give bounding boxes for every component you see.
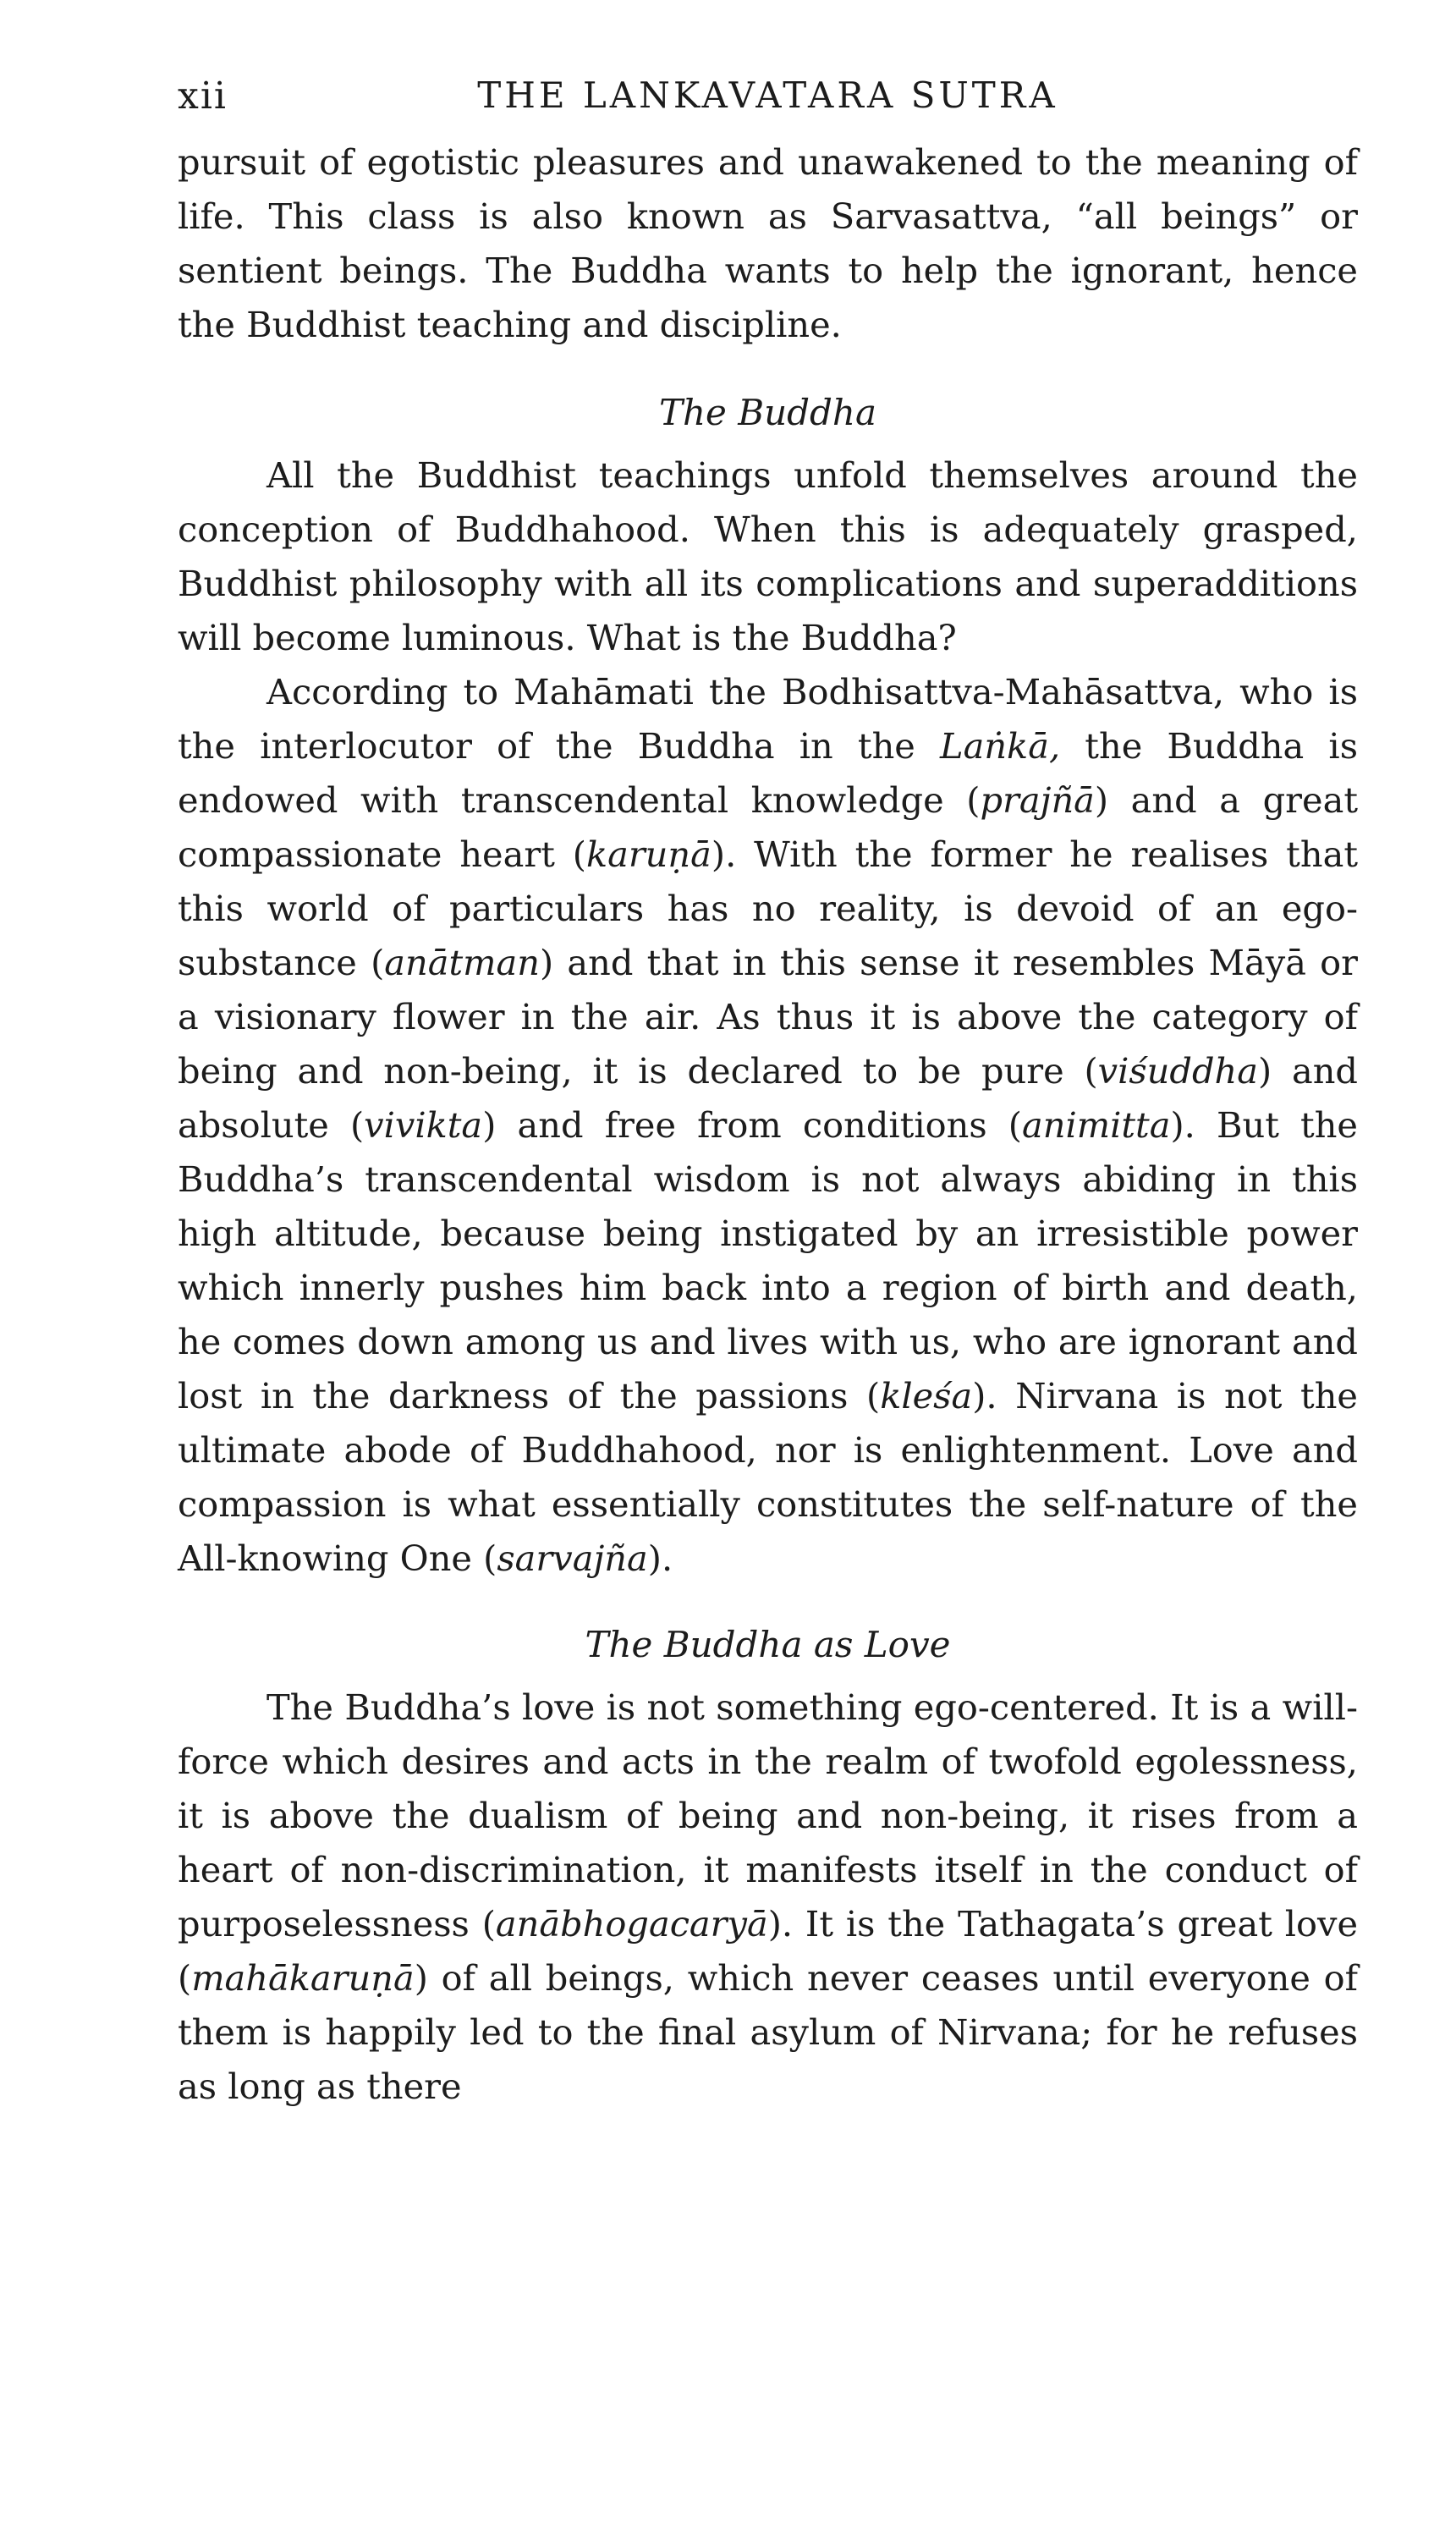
- book-page: [178, 68, 1358, 2114]
- sanskrit-term-anabhogacarya: anābhogacaryā: [495, 1903, 768, 1945]
- sanskrit-term-sarvajna: sarvajña: [497, 1538, 648, 1579]
- text-run: ). It is the Tathagata’s great love (: [178, 1903, 1358, 1999]
- sanskrit-term-visuddha: viśuddha: [1097, 1050, 1258, 1092]
- paragraph-mahamati: [178, 665, 1358, 1586]
- body-text: [178, 135, 1358, 2114]
- text-run: ).: [647, 1538, 673, 1579]
- sanskrit-term-mahakaruna: mahākaruṇā: [191, 1957, 415, 1999]
- section-heading-the-buddha: The Buddha: [658, 392, 877, 433]
- paragraph-buddhahood: All the Buddhist teachings unfold themselves around the conception of Buddhahood. When this is adequately grasped, Buddhist philosophy with all its complications and superadditions will become luminous. What is the Buddha?: [178, 454, 1358, 658]
- paragraph-buddha-love: [178, 1681, 1358, 2114]
- sanskrit-term-prajna: prajñā: [980, 779, 1095, 821]
- text-run: ) and that in this sense it resembles Māyā or a visionary flower in the air. As thus it is above the category of being and non-being, it is declared to be pure (: [178, 942, 1359, 1092]
- text-run: The Buddha’s love is not something ego-centered. It is a will-force which desires and acts in the realm of twofold egolessness, it is above the dualism of being and non-being, it rises from a heart of non-discrimination, it manifests itself in the conduct of purposelessness (: [178, 1686, 1358, 1945]
- text-run: the Buddha is endowed with transcendental knowledge (: [178, 725, 1358, 821]
- page-number: xii: [178, 74, 228, 118]
- sanskrit-term-vivikta: vivikta: [364, 1104, 483, 1146]
- text-run: ) of all beings, which never ceases until everyone of them is happily led to the final asylum of Nirvana; for he refuses as long as there: [178, 1957, 1358, 2107]
- text-run: ) and a great compassionate heart (: [178, 779, 1358, 875]
- running-title: THE LANKAVATARA SUTRA: [477, 74, 1058, 116]
- opening-paragraph: pursuit of egotistic pleasures and unawakened to the meaning of life. This class is also known as Sarvasattva, “all beings” or sentient beings. The Buddha wants to help the ignorant, hence the Buddhist teaching and discipline.: [178, 141, 1358, 345]
- sanskrit-term-lanka: Laṅkā,: [940, 725, 1061, 767]
- text-run: ). Nirvana is not the ultimate abode of Buddhahood, nor is enlightenment. Love and compassion is what essentially constitutes the self-nature of the All-knowing One (: [178, 1375, 1358, 1579]
- text-run: ). With the former he realises that this world of particulars has no reality, is devoid of an ego-substance (: [178, 833, 1358, 983]
- running-header: [178, 68, 1358, 135]
- text-run: ) and free from conditions (: [482, 1104, 1022, 1146]
- section-heading-buddha-as-love: The Buddha as Love: [585, 1624, 951, 1665]
- sanskrit-term-karuna: karuṇā: [585, 833, 712, 875]
- text-run: According to Mahāmati the Bodhisattva-Mahāsattva, who is the interlocutor of the Buddha in the: [178, 671, 1358, 767]
- sanskrit-term-anatman: anātman: [384, 942, 540, 983]
- text-run: ). But the Buddha’s transcendental wisdom is not always abiding in this high altitude, because being instigated by an irresistible power which innerly pushes him back into a region of birth and death, he comes down among us and lives with us, who are ignorant and lost in the darkness of the passions (: [178, 1104, 1358, 1417]
- sanskrit-term-animitta: animitta: [1021, 1104, 1171, 1146]
- text-run: ) and absolute (: [178, 1050, 1358, 1146]
- sanskrit-term-klesa: kleśa: [880, 1375, 973, 1417]
